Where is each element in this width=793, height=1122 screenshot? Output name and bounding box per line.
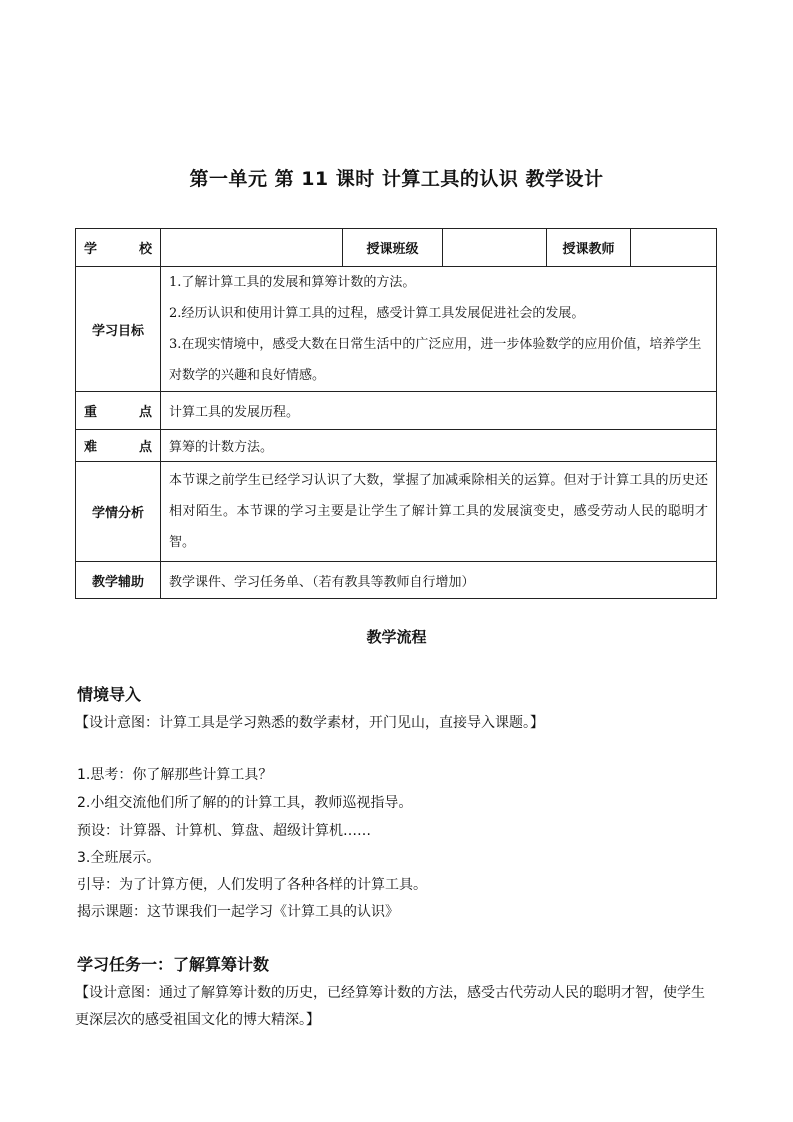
key-point-label: 重 点 bbox=[76, 392, 161, 430]
school-value[interactable] bbox=[161, 229, 343, 267]
class-label: 授课班级 bbox=[343, 229, 443, 267]
goal-item: 2.经历认识和使用计算工具的过程，感受计算工具发展促进社会的发展。 bbox=[169, 306, 585, 321]
flow-title: 教学流程 bbox=[366, 628, 427, 646]
analysis-row bbox=[76, 462, 717, 562]
lesson-info-table bbox=[75, 228, 717, 599]
key-point-row bbox=[76, 392, 717, 430]
task1-intent: 【设计意图：通过了解算筹计数的历史，已经算筹计数的方法，感受古代劳动人民的聪明才智，使学生更深层次的感受祖国文化的博大精深。】 bbox=[75, 985, 705, 1028]
difficulty-row bbox=[76, 430, 717, 462]
goals-label: 学习目标 bbox=[76, 267, 161, 392]
intro-line: 1.思考：你了解那些计算工具？ bbox=[77, 767, 273, 783]
header-row bbox=[76, 229, 717, 267]
goals-row bbox=[76, 267, 717, 392]
goal-item: 3.在现实情境中，感受大数在日常生活中的广泛应用，进一步体验数学的应用价值，培养学生对数学的兴趣和良好情感。 bbox=[169, 337, 702, 383]
intro-line: 揭示课题：这节课我们一起学习《计算工具的认识》 bbox=[77, 904, 399, 920]
teaching-aid-value: 教学课件、学习任务单、（若有教具等教师自行增加） bbox=[161, 562, 717, 599]
difficulty-label: 难 点 bbox=[76, 430, 161, 462]
intro-intent: 【设计意图：计算工具是学习熟悉的数学素材，开门见山，直接导入课题。】 bbox=[75, 715, 544, 731]
teaching-aid-row bbox=[76, 562, 717, 599]
goals-cell bbox=[161, 267, 717, 392]
teaching-aid-label: 教学辅助 bbox=[76, 562, 161, 599]
intro-line: 3.全班展示。 bbox=[77, 850, 161, 866]
teacher-label: 授课教师 bbox=[547, 229, 631, 267]
analysis-value: 本节课之前学生已经学习认识了大数，掌握了加减乘除相关的运算。但对于计算工具的历史还相对陌生。本节课的学习主要是让学生了解计算工具的发展演变史，感受劳动人民的聪明才智。 bbox=[161, 462, 717, 562]
goal-item: 1.了解计算工具的发展和算筹计数的方法。 bbox=[169, 275, 416, 290]
difficulty-value: 算筹的计数方法。 bbox=[161, 430, 717, 462]
school-label: 学 校 bbox=[76, 229, 161, 267]
class-value[interactable] bbox=[443, 229, 547, 267]
teacher-value[interactable] bbox=[631, 229, 717, 267]
task1-heading: 学习任务一：了解算筹计数 bbox=[77, 955, 270, 974]
document-title: 第一单元 第 11 课时 计算工具的认识 教学设计 bbox=[189, 168, 604, 190]
intro-line: 2.小组交流他们所了解的的计算工具，教师巡视指导。 bbox=[77, 795, 413, 811]
intro-heading: 情境导入 bbox=[77, 685, 142, 704]
intro-line: 引导：为了计算方便，人们发明了各种各样的计算工具。 bbox=[77, 877, 427, 893]
intro-line: 预设：计算器、计算机、算盘、超级计算机…… bbox=[77, 823, 371, 839]
key-point-value: 计算工具的发展历程。 bbox=[161, 392, 717, 430]
analysis-label: 学情分析 bbox=[76, 462, 161, 562]
